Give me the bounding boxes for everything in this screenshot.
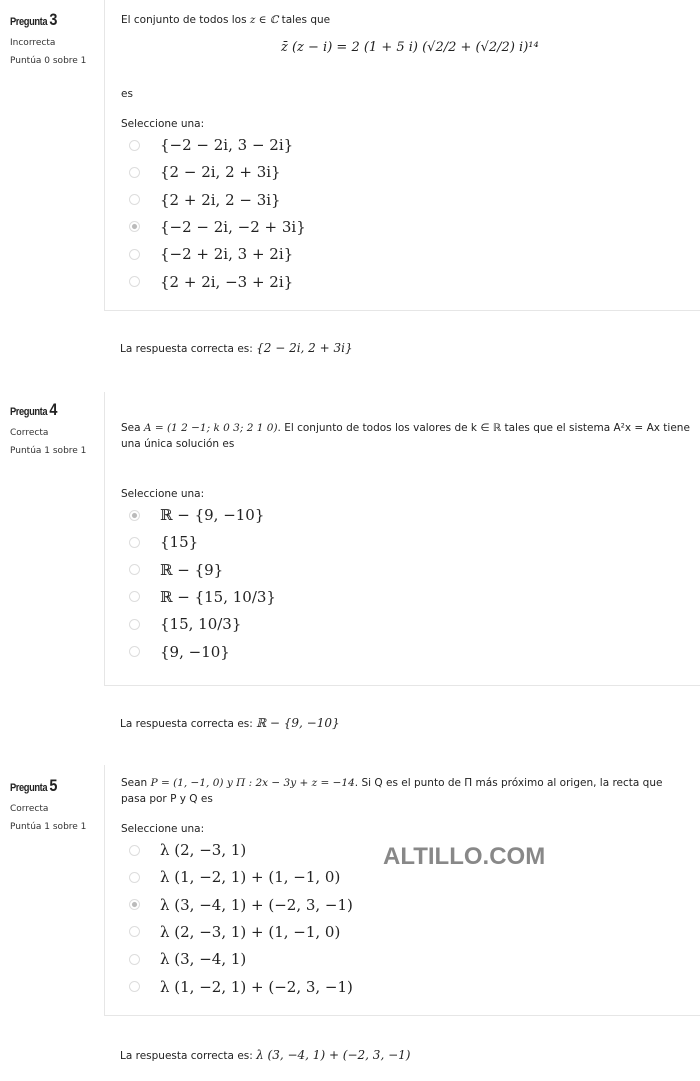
select-label: Seleccione una: bbox=[121, 118, 205, 130]
question-state: Correcta bbox=[10, 428, 49, 438]
answer-option[interactable] bbox=[129, 919, 340, 945]
option-label: ℝ − {9, −10} bbox=[160, 506, 265, 524]
answer-option[interactable] bbox=[129, 132, 293, 158]
answer-option[interactable] bbox=[129, 974, 353, 1000]
answer-option[interactable] bbox=[129, 946, 246, 972]
option-label: {−2 − 2i, −2 + 3i} bbox=[160, 217, 306, 236]
radio-button[interactable] bbox=[129, 872, 140, 883]
option-label: λ (2, −3, 1) + (1, −1, 0) bbox=[160, 922, 341, 941]
radio-button[interactable] bbox=[129, 276, 140, 287]
radio-button[interactable] bbox=[129, 564, 140, 575]
select-label: Seleccione una: bbox=[121, 488, 205, 500]
answer-option[interactable] bbox=[129, 584, 276, 610]
answer-option[interactable] bbox=[129, 529, 198, 555]
question-formula: z̄ (z − i) = 2 (1 + 5 i) (√2/2 + (√2/2) i)¹⁴ bbox=[281, 40, 539, 55]
option-label: ℝ − {15, 10/3} bbox=[160, 587, 276, 606]
radio-button[interactable] bbox=[129, 221, 140, 232]
watermark: ALTILLO.COM bbox=[383, 843, 546, 870]
radio-button[interactable] bbox=[129, 619, 140, 630]
option-label: ℝ − {9} bbox=[160, 560, 224, 579]
radio-button[interactable] bbox=[129, 140, 140, 151]
correct-answer: La respuesta correcta es: λ (3, −4, 1) + (−2, 3, −1) bbox=[120, 1048, 411, 1062]
answer-option[interactable] bbox=[129, 187, 281, 213]
radio-button[interactable] bbox=[129, 899, 140, 910]
radio-button[interactable] bbox=[129, 194, 140, 205]
radio-button[interactable] bbox=[129, 249, 140, 260]
question-number: Pregunta 4 bbox=[10, 400, 57, 419]
option-label: {2 + 2i, 2 − 3i} bbox=[160, 190, 281, 209]
option-label: λ (2, −3, 1) bbox=[160, 841, 247, 859]
question-grade: Puntúa 0 sobre 1 bbox=[10, 56, 87, 66]
option-label: {2 − 2i, 2 + 3i} bbox=[160, 163, 281, 182]
question-number: Pregunta 5 bbox=[10, 776, 57, 795]
select-label: Seleccione una: bbox=[121, 823, 205, 835]
question-grade: Puntúa 1 sobre 1 bbox=[10, 822, 87, 832]
question-grade: Puntúa 1 sobre 1 bbox=[10, 446, 87, 456]
question-text-end: es bbox=[121, 88, 133, 100]
option-label: {15} bbox=[160, 533, 199, 552]
radio-button[interactable] bbox=[129, 167, 140, 178]
radio-button[interactable] bbox=[129, 954, 140, 965]
question-info bbox=[10, 400, 100, 456]
option-label: {15, 10/3} bbox=[160, 615, 242, 634]
question-content bbox=[104, 392, 700, 686]
answer-option[interactable] bbox=[129, 611, 241, 637]
option-label: {9, −10} bbox=[160, 642, 230, 661]
option-label: λ (1, −2, 1) + (1, −1, 0) bbox=[160, 868, 341, 887]
answer-option[interactable] bbox=[129, 557, 223, 583]
question-info bbox=[10, 776, 100, 832]
answer-option[interactable] bbox=[129, 241, 293, 267]
option-label: {−2 − 2i, 3 − 2i} bbox=[160, 136, 294, 154]
answer-option[interactable] bbox=[129, 639, 230, 665]
question-text: Sean P = (1, −1, 0) y Π : 2x − 3y + z = −14. Si Q es el punto de Π más próximo al origen, la recta que pasa por P y Q es bbox=[121, 777, 663, 805]
option-label: {−2 + 2i, 3 + 2i} bbox=[160, 245, 294, 264]
correct-answer: La respuesta correcta es: ℝ − {9, −10} bbox=[120, 716, 340, 730]
answer-option[interactable] bbox=[129, 159, 281, 185]
option-label: λ (1, −2, 1) + (−2, 3, −1) bbox=[160, 977, 353, 996]
radio-button[interactable] bbox=[129, 845, 140, 856]
question-text: Sea A = (1 2 −1; k 0 3; 2 1 0). El conjunto de todos los valores de k ∈ ℝ tales que el sistema A²x = Ax tiene una única solución es bbox=[121, 422, 690, 450]
question-state: Incorrecta bbox=[10, 38, 56, 48]
option-label: λ (3, −4, 1) + (−2, 3, −1) bbox=[160, 895, 353, 914]
answer-option[interactable] bbox=[129, 864, 340, 890]
radio-button[interactable] bbox=[129, 926, 140, 937]
answer-option[interactable] bbox=[129, 214, 306, 240]
question-content bbox=[104, 765, 700, 1016]
radio-button[interactable] bbox=[129, 981, 140, 992]
question-state: Correcta bbox=[10, 804, 49, 814]
question-text: El conjunto de todos los z ∈ ℂ tales que bbox=[121, 14, 331, 26]
answer-option[interactable] bbox=[129, 892, 353, 918]
answer-option[interactable] bbox=[129, 502, 264, 528]
question-content bbox=[104, 0, 700, 311]
question-number: Pregunta 3 bbox=[10, 10, 57, 29]
answer-option[interactable] bbox=[129, 837, 246, 863]
radio-button[interactable] bbox=[129, 591, 140, 602]
radio-button[interactable] bbox=[129, 646, 140, 657]
question-info bbox=[10, 10, 100, 66]
radio-button[interactable] bbox=[129, 510, 140, 521]
option-label: {2 + 2i, −3 + 2i} bbox=[160, 272, 294, 291]
radio-button[interactable] bbox=[129, 537, 140, 548]
answer-option[interactable] bbox=[129, 269, 293, 295]
option-label: λ (3, −4, 1) bbox=[160, 950, 247, 969]
correct-answer: La respuesta correcta es: {2 − 2i, 2 + 3i} bbox=[120, 341, 353, 355]
